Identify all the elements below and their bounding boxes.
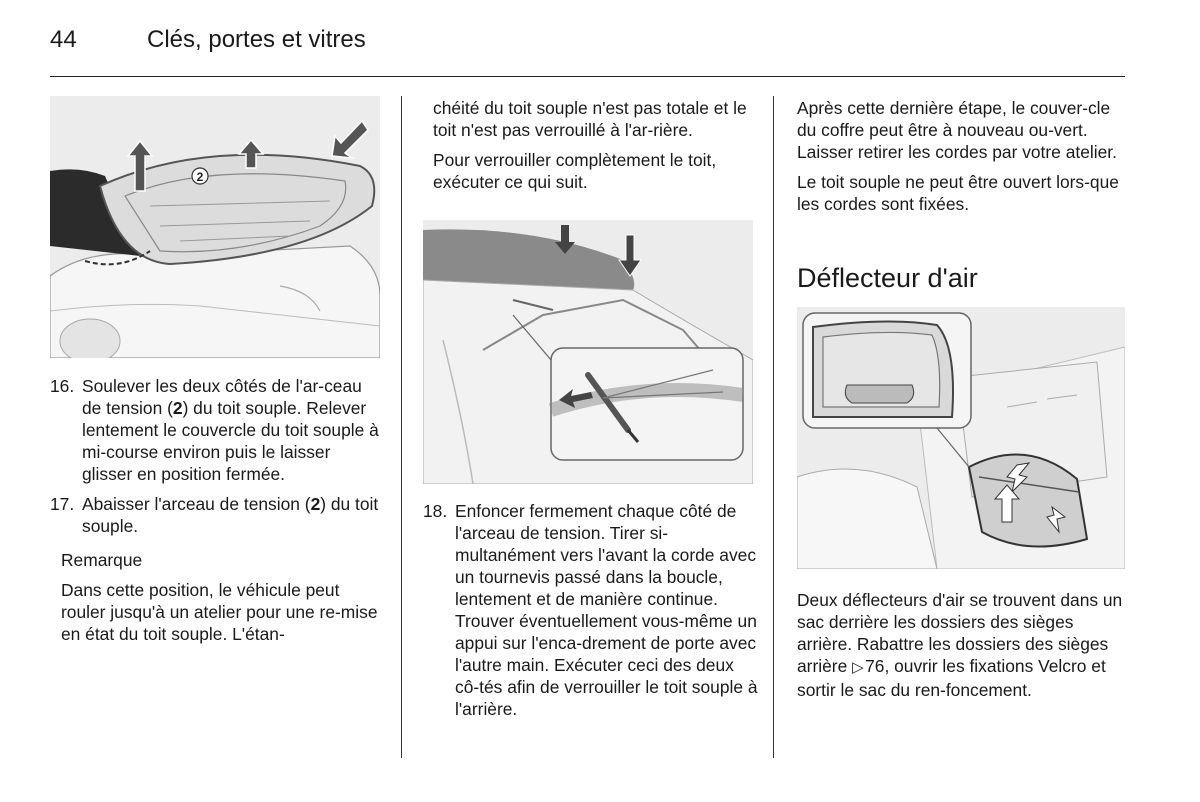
chapter-title: Clés, portes et vitres — [147, 26, 366, 53]
paragraph: , ouvrir les fixations Velcro et sortir le sac du ren-foncement. — [797, 656, 1106, 700]
page-header — [50, 24, 1125, 77]
ref-bold: 2 — [310, 494, 321, 514]
step-number: 18. — [423, 501, 448, 521]
figure-tension-bow-cord — [423, 220, 753, 484]
page-number: 44 — [50, 26, 77, 53]
column-2-top-text — [433, 97, 755, 201]
paragraph: Après cette dernière étape, le couver-cle du coffre peut être à nouveau ou-vert. Laisser retirer les cordes par votre atelier. — [797, 98, 1117, 162]
column-3-top-text — [797, 97, 1127, 223]
arrow-outline-icon: ▷ — [852, 659, 864, 676]
column-separator-1 — [401, 96, 402, 758]
step-text: Soulever les deux côtés de l'ar-ceau de tension ( — [82, 376, 362, 418]
paragraph: chéité du toit souple n'est pas totale et le toit n'est pas verrouillé à l'ar-rière. — [433, 98, 747, 140]
step-text: Enfoncer fermement chaque côté de l'arceau de tension. Tirer si-multanément vers l'avant la corde avec un tournevis passé dans la boucle, lentement et de manière continue. Trouver éventuellement vous-même un appui sur l'enca-drement de porte avec l'autre main. Exécuter ceci des deux cô-tés afin de verrouiller le toit souple à l'arrière. — [455, 501, 758, 719]
figure-soft-top-cover — [50, 96, 380, 358]
step-text: Abaisser l'arceau de tension ( — [82, 494, 311, 514]
column-2-bottom-text — [423, 500, 758, 728]
ref-bold: 2 — [172, 398, 183, 418]
figure-air-deflector-bag — [797, 307, 1125, 569]
section-heading: Déflecteur d'air — [797, 263, 978, 293]
note-text: Dans cette position, le véhicule peut rouler jusqu'à un atelier pour une re-mise en état du toit souple. L'étan- — [61, 580, 378, 644]
page-reference: 76 — [865, 656, 885, 676]
paragraph: Deux déflecteurs d'air se trouvent dans un sac derrière les dossiers des sièges arrière. Rabattre les dossiers des sièges arrière — [797, 590, 1123, 676]
column-1-text — [50, 375, 382, 645]
figure-label-2: 2 — [196, 170, 204, 184]
step-number: 16. — [50, 376, 75, 396]
step-text: ) du toit souple. Relever lentement le couvercle du toit souple à mi-course environ puis le laisser glisser en position fermée. — [82, 398, 379, 484]
note-title: Remarque — [61, 550, 143, 570]
step-text: ) du toit souple. — [82, 494, 379, 536]
step-17 — [50, 493, 382, 537]
step-number: 17. — [50, 494, 75, 514]
paragraph: Pour verrouiller complètement le toit, exécuter ce qui suit. — [433, 150, 717, 192]
note-box — [61, 549, 382, 645]
column-separator-2 — [773, 96, 774, 758]
paragraph: Le toit souple ne peut être ouvert lors-que les cordes sont fixées. — [797, 172, 1119, 214]
column-3-bottom-text — [797, 589, 1127, 709]
step-18 — [423, 500, 758, 720]
step-16 — [50, 375, 382, 485]
